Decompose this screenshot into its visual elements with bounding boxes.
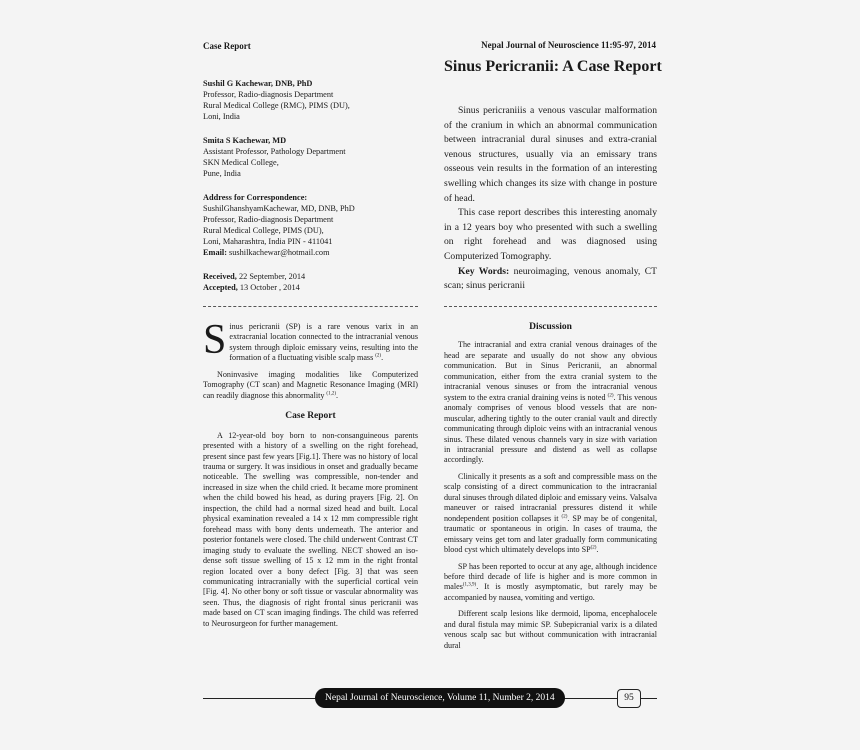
discussion-text: Clinically it presents as a soft and compressible mass on the scalp consisting of a direct communication to the intracranial dural sinuses through dilated diploic and emissary veins. Valsalva maneuver or raised intracranial pressures distend it while nondependent position collapses it: [444, 471, 657, 523]
abstract: [444, 104, 657, 294]
intro-text: Noninvasive imaging modalities like Computerized Tomography (CT scan) and Magnetic Resonance Imaging (MRI) can readily diagnose this abnormality: [203, 369, 418, 400]
citation-ref: (2): [590, 545, 597, 551]
discussion-text: . It is mostly asymptomatic, but rarely may be accompanied by nausea, vomiting and vertigo.: [444, 582, 657, 602]
section-heading-case-report: Case Report: [285, 411, 336, 422]
section-heading-discussion: Discussion: [529, 322, 572, 332]
author-affil-line: SKN Medical College,: [203, 158, 279, 167]
keywords: [444, 265, 657, 294]
discussion-text: . SP may be of congenital, traumatic or spontaneous in origin. In cases of trauma, the emissary veins get torn and later gradually form communicating blood cyst which ultimately develops into SP: [444, 513, 657, 555]
accepted-value: 13 October , 2014: [237, 283, 300, 292]
article-type: Case Report: [203, 41, 251, 51]
discussion-paragraph: [444, 472, 657, 556]
abstract-paragraph: This case report describes this interesting anomaly in a 12 years boy who presented with such a swelling on right forehead and was diagnosed using Computerized Tomography.: [444, 207, 657, 262]
correspondence-line: Rural Medical College, PIMS (DU),: [203, 226, 324, 235]
abstract-paragraph: Sinus pericraniiis a venous vascular malformation of the cranium in which an abnormal communication between intracranial dural sinuses and extra-cranial venous structures, usually via an emissary trans osseous vein results in the formation of an interesting swelling which changes its size with change in posture of head.: [444, 105, 657, 204]
discussion-text: The intracranial and extra cranial venous drainages of the head are separate and usually do not show any obvious communication. But in Sinus Pericranii, an abnormal communication, either from the extra cranial system to the intracranial venous sinuses or from the intracranial venous system to the extra cranial draining veins is noted: [444, 340, 657, 402]
article-title: Sinus Pericranii: A Case Report: [444, 58, 662, 75]
case-report-paragraph: A 12-year-old boy born to non-consanguineous parents presented with a history of a swelling on the right forehead, present since past few years [Fig.1]. There was no history of local trauma or surgery. It was insidious in onset and gradually became noticeable. The swelling was compressible, non-tender and increased in size when the child cried. It became more prominent when the child bowed his head, as during prayers [Fig. 2]. On inspection, the child had a normal sized head and built. Local physical examination revealed a 14 x 12 mm compressible right forehead mass with bony dents underneath. The anterior and posterior fontanels were closed. The child underwent Contrast CT imaging study to evaluate the swelling. NECT showed an iso-dense soft tissue swelling of 15 x 12 mm in the right frontal region located over a bony defect [Fig. 3] that was seen communicating intracranially with the superficial cortical vein [Fig. 4]. No other bony or soft tissue or vascular abnormality was seen. Thus, the diagnosis of right frontal sinus pericranii was made based on CT scan imaging findings. The child was referred to Neurosurgeon for further management.: [203, 430, 418, 628]
citation-ref: (1,2): [326, 391, 336, 397]
intro-paragraph: [203, 317, 418, 364]
email-line: [203, 247, 418, 258]
left-column: [203, 317, 418, 635]
email-address: sushilkachewar@hotmail.com: [226, 248, 330, 257]
author-name: Sushil G Kachewar, DNB, PhD: [203, 79, 313, 88]
correspondence-line: Professor, Radio-diagnosis Department: [203, 215, 334, 224]
divider-right: [444, 306, 657, 307]
author-1: [203, 78, 418, 122]
correspondence-heading: Address for Correspondence:: [203, 193, 308, 202]
received-value: 22 September, 2014: [236, 272, 306, 281]
keywords-text: neuroimaging, venous anomaly, CT scan; sinus pericranii: [444, 265, 657, 292]
intro-text-end: .: [336, 390, 339, 400]
page-footer: [203, 688, 657, 710]
right-column: [444, 322, 657, 657]
author-block: [203, 78, 418, 306]
author-affil-line: Pune, India: [203, 169, 241, 178]
received-date: [203, 271, 418, 282]
accepted-label: Accepted,: [203, 283, 238, 292]
discussion-paragraph: [444, 562, 657, 604]
author-affil-line: Assistant Professor, Pathology Department: [203, 147, 346, 156]
discussion-paragraph: [444, 340, 657, 465]
citation-ref: (1,3,9): [462, 582, 477, 588]
accepted-date: [203, 282, 418, 293]
keywords-label: Key Words:: [458, 265, 510, 277]
dates-block: [203, 271, 418, 293]
email-label: Email:: [203, 248, 227, 257]
discussion-text: .: [596, 545, 599, 555]
divider-left: [203, 306, 418, 307]
received-label: Received,: [203, 272, 237, 281]
author-affil-line: Professor, Radio-diagnosis Department: [203, 90, 334, 99]
correspondence-line: SushilGhanshyamKachewar, MD, DNB, PhD: [203, 204, 355, 213]
author-affil-line: Loni, India: [203, 112, 240, 121]
citation-ref: (2): [375, 353, 382, 359]
footer-journal-badge: Nepal Journal of Neuroscience, Volume 11, Number 2, 2014: [315, 688, 565, 708]
drop-cap: S: [203, 317, 227, 363]
author-name: Smita S Kachewar, MD: [203, 136, 287, 145]
discussion-text: SP has been reported to occur at any age, although incidence before third decade of life is higher and is more common in males: [444, 561, 657, 592]
correspondence-line: Loni, Maharashtra, India PIN - 411041: [203, 237, 333, 246]
page-number: 95: [617, 689, 641, 708]
intro-text: inus pericranii (SP) is a rare venous varix in an extracranial location connected to the intracranial venous system through diploic emissary veins, resulting into the formation of a fluctuating visible scalp mass: [229, 322, 418, 363]
author-affil-line: Rural Medical College (RMC), PIMS (DU),: [203, 101, 350, 110]
journal-citation: Nepal Journal of Neuroscience 11:95-97, 2014: [481, 40, 656, 50]
discussion-paragraph: Different scalp lesions like dermoid, lipoma, encephalocele and dural fistula may mimic SP. Subepicranial varix is a dilated venous scalp sac but without communication with intracranial dural: [444, 609, 657, 650]
intro-paragraph: [203, 370, 418, 401]
discussion-text: . This venous anomaly comprises of venous blood vessels that are non-muscular, adhering tightly to the outer cranial vault and directly communicating through diploic veins with an intracranial venous sinus. These dilated venous channels vary in size with variation in intracranial pressure and distend as well as collapse accordingly.: [444, 392, 657, 465]
citation-ref: (2): [561, 514, 568, 520]
citation-ref: (2): [607, 393, 614, 399]
correspondence-block: [203, 192, 418, 258]
author-2: [203, 135, 418, 179]
intro-text-end: .: [381, 353, 384, 363]
